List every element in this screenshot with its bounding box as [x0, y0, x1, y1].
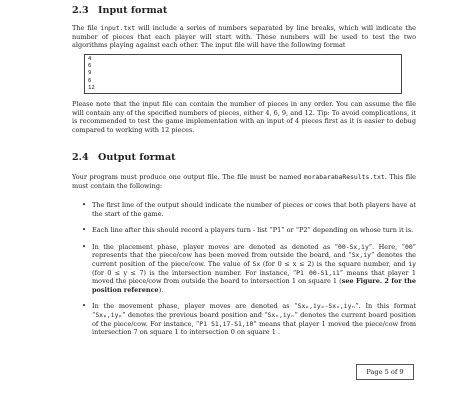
text: The first line of the output should indicate the number of pieces or cows that both players have at the start of the game.	[92, 201, 416, 218]
inline-code: 00-Sx,iy	[338, 242, 369, 251]
code-line: 4	[88, 56, 92, 62]
inline-code: Sxₚ,iyₚ-Sxₙ,iyₙ	[297, 302, 356, 311]
text: will include a series of numbers separated by line breaks, which will indicate the number of pieces that each player will start with. These numbers will be used to test the two algorithms playing against each other. The input file will have the following format	[72, 24, 416, 50]
text: . This file must contain the following:	[72, 173, 416, 190]
text: ” denotes the previous board position and “	[122, 310, 268, 319]
output-requirements-list	[82, 201, 416, 345]
section-heading-input-format	[72, 5, 167, 16]
inline-code: iy	[408, 259, 417, 268]
section-title: Input format	[98, 5, 168, 16]
code-line: 6	[88, 63, 92, 70]
text: (for 0 ≤ x ≤ 2) is the square number, and	[260, 259, 409, 268]
page-number: Page 5 of 9	[356, 364, 414, 380]
section-title: Output format	[98, 152, 176, 163]
inline-code: 00	[404, 242, 413, 251]
figure-reference: see Figure. 2 for the position reference	[92, 277, 416, 294]
input-note-paragraph: Please note that the input file can contain the number of pieces in any order. You can assume the file will contain any of the specified numbers of pieces, either 4, 6, 9, and 12. Tip: To avoid complications, it is recommended to test the game implementation with an input of 4 pieces first as it is easier to debug compared to working with 12 pieces.	[72, 100, 416, 134]
text: ).	[158, 285, 164, 294]
text: Each line after this should record a players turn - list “P1” or “P2” depending on whose turn it is.	[92, 226, 414, 235]
text: ” means that player 1 moved the piece/cow from outside the board to intersection 1 on square 1 (	[92, 268, 416, 286]
section-heading-output-format	[72, 152, 176, 163]
inline-code: Sx,iy	[351, 251, 371, 260]
code-line: 12	[88, 84, 95, 91]
inline-code: morabarabaResults.txt	[303, 173, 385, 181]
code-line: 6	[88, 77, 92, 84]
text: Your program must produce one output file. The file must be named	[72, 173, 304, 181]
inline-code: P1 S1,i7-S1,i0	[199, 319, 254, 328]
list-item	[82, 302, 416, 336]
text: ” denotes the current position of the piece/cow. The value of	[92, 251, 416, 268]
list-item	[82, 226, 416, 235]
inline-code: P1 00-S1,i1	[296, 268, 340, 277]
input-format-paragraph	[72, 24, 416, 50]
inline-code: Sx	[252, 259, 261, 268]
text: ” represents that the piece/cow has been moved from outside the board, and “	[92, 242, 416, 260]
output-format-paragraph	[72, 173, 416, 190]
list-item	[82, 201, 416, 218]
section-number: 2.3	[72, 5, 89, 16]
list-item	[82, 243, 416, 295]
text: ”. In this format “	[92, 302, 416, 319]
text: The file	[72, 24, 101, 32]
input-example-box	[84, 54, 402, 94]
text: (for 0 ≤ y ≤ 7) is the intersection number. For instance, “	[92, 268, 297, 277]
inline-code: input.txt	[100, 24, 136, 32]
text: ”. Here, “	[368, 242, 405, 251]
text: ” denotes the current board position of the piece/cow. For instance, “	[92, 310, 416, 328]
text: ” means that player 1 moved the piece/cow from intersection 7 on square 1 to intersection 0 on square 1 .	[92, 319, 417, 337]
text: In the movement phase, player moves are denoted as “	[92, 302, 298, 311]
inline-code: Sxₙ,iyₙ	[267, 310, 295, 319]
code-line: 9	[88, 70, 92, 77]
text: In the placement phase, player moves are denoted as denoted as “	[92, 242, 339, 251]
inline-code: Sxₚ,iyₚ	[95, 310, 123, 319]
section-number: 2.4	[72, 152, 89, 163]
